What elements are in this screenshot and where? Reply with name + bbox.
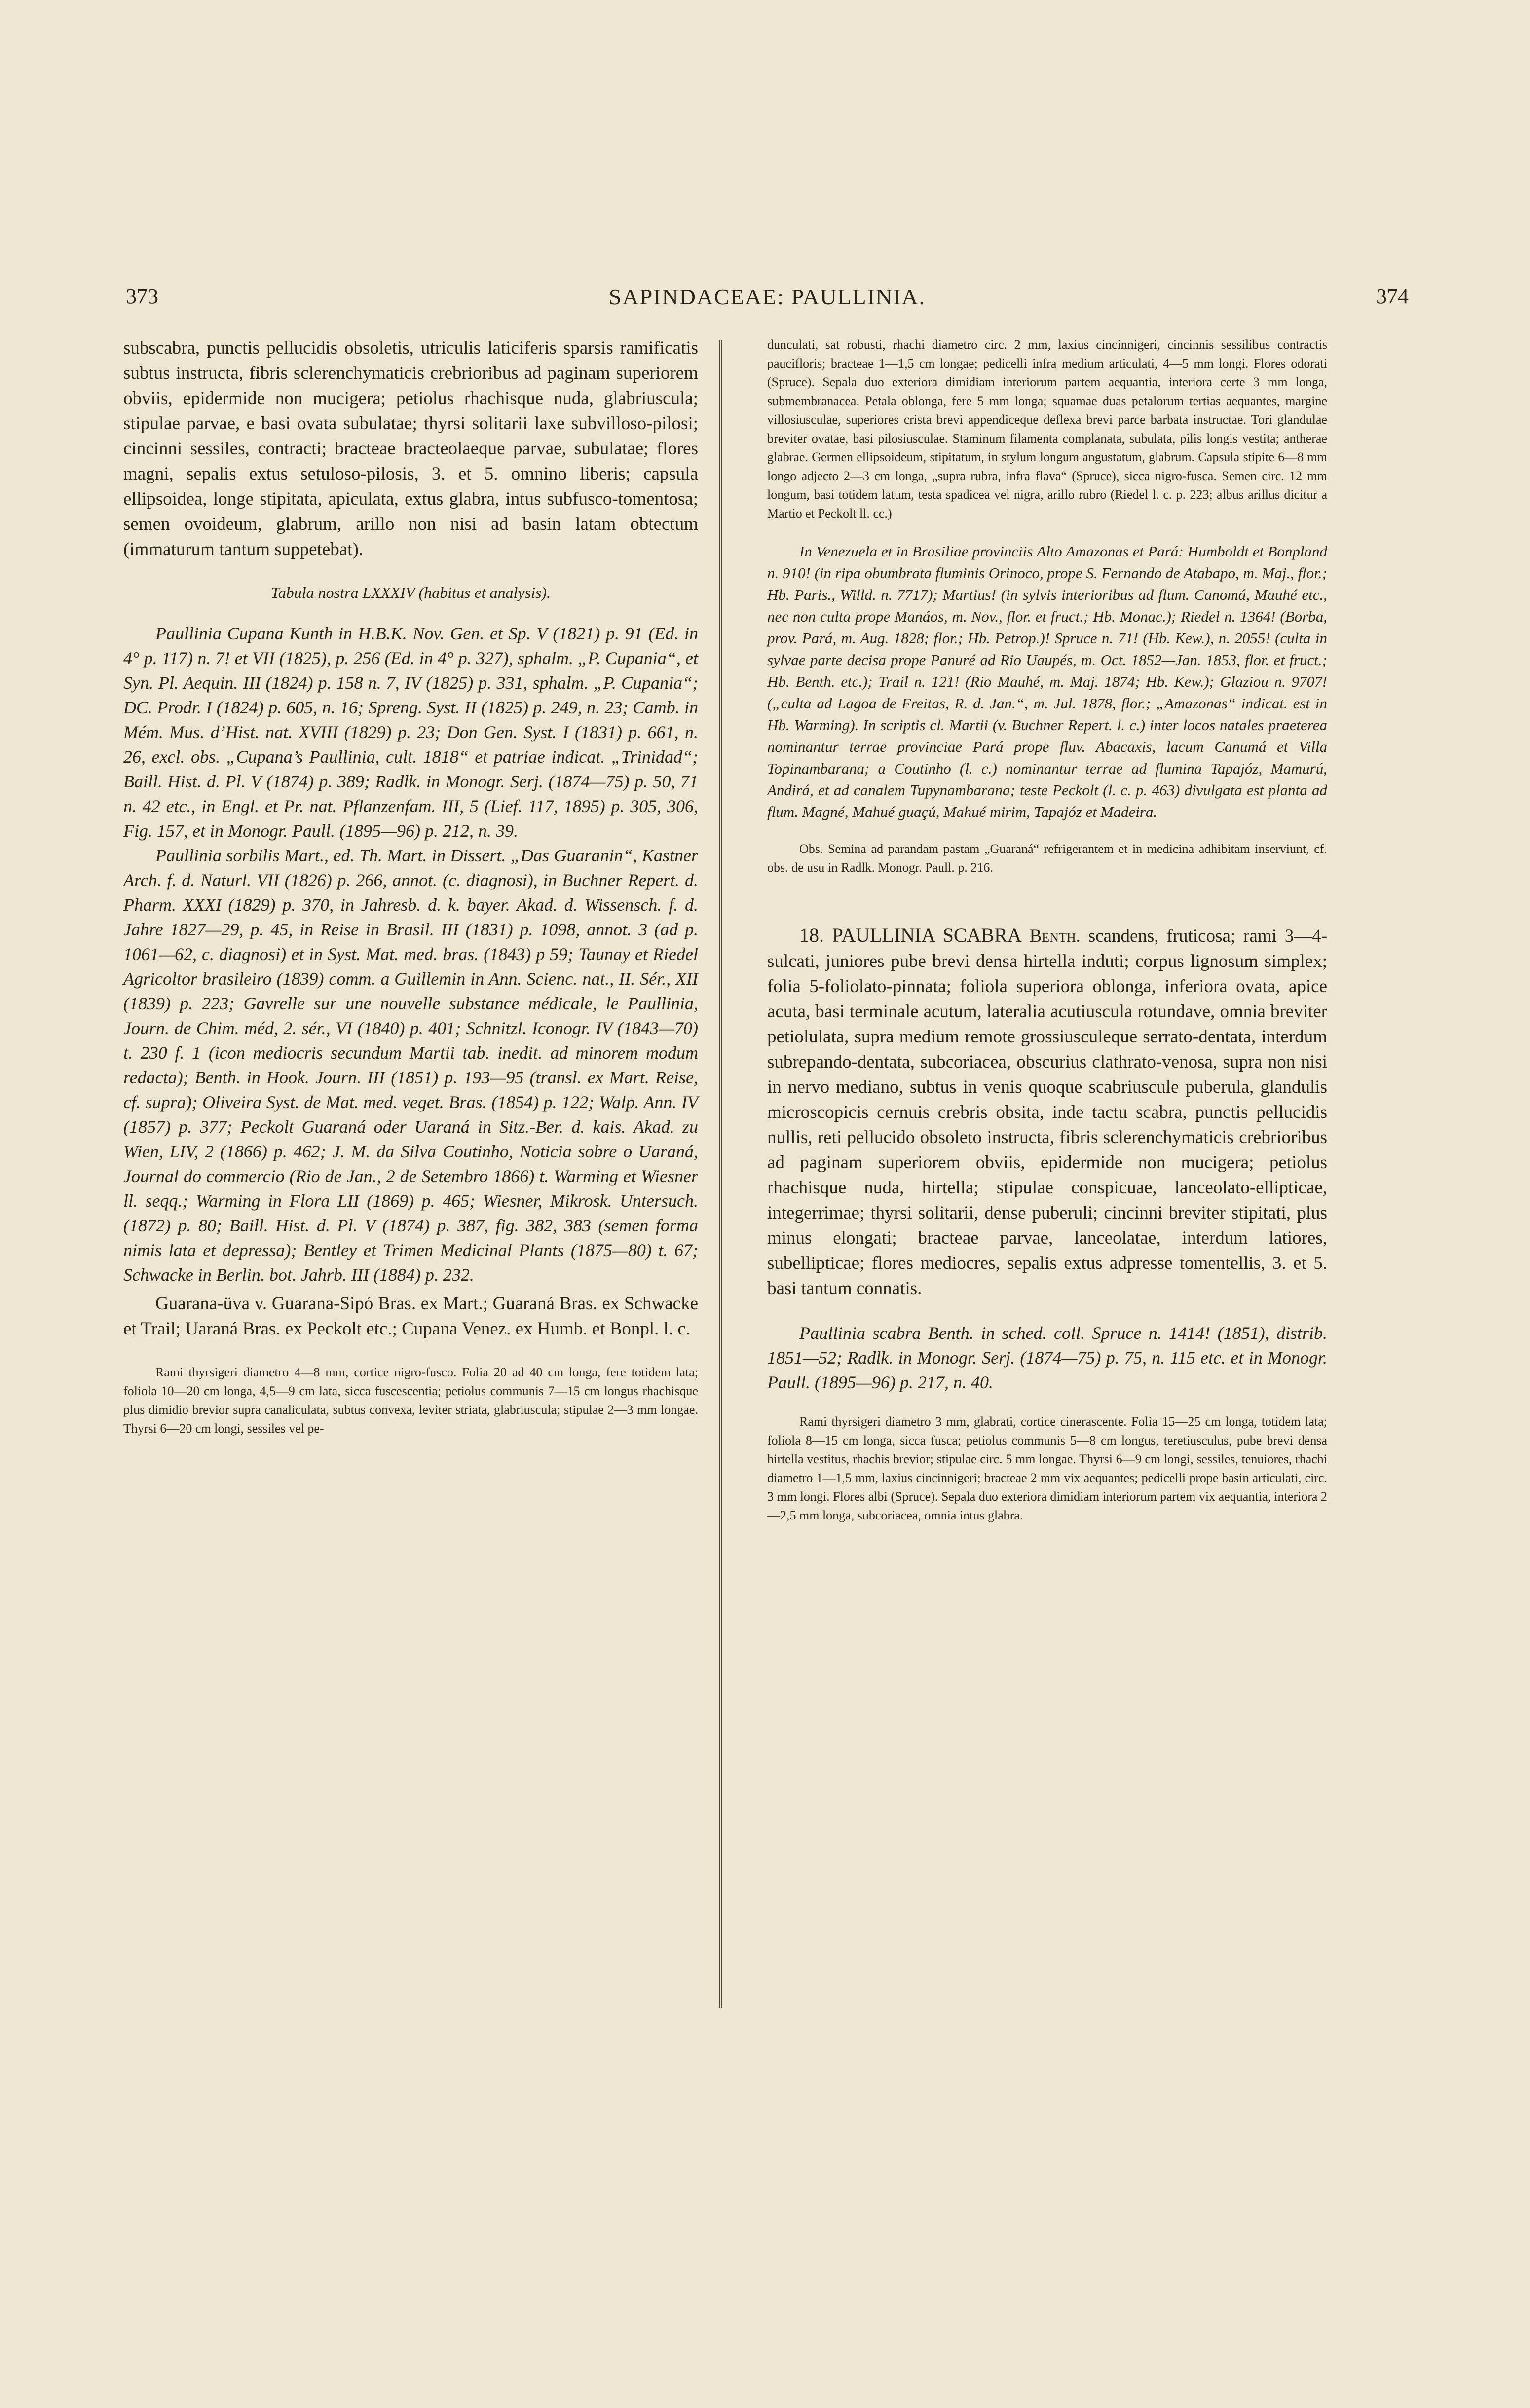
running-title: SAPINDACEAE: PAULLINIA. xyxy=(608,284,926,309)
morphology-notes-right: dunculati, sat robusti, rhachi diametro circ. 2 mm, laxius cincinnigeri, cincinnis sessilibus contractis paucifloris; bracteae 1—1,5 cm longae; pedicelli infra medium articulati, 4—5 mm longi. Flores odorati (Spruce). Sepala duo exteriora dimidiam interiorum partem aequantia, interiora certe 3 mm longa, submembranacea. Petala oblonga, fere 5 mm longa; squamae duas petalorum tertias aequantes, margine villosiusculae, superiores crista brevi appendiceque deflexa brevi parce barbata instructae. Tori glandulae breviter ovatae, basi pilosiusculae. Staminum filamenta complanata, subulata, pilis longis vestita; antherae glabrae. Germen ellipsoideum, stipitatum, in stylum longum angustatum, glabrum. Capsula stipite 6—8 mm longo adjecto 2—3 cm longa, „supra rubra, infra flava“ (Spruce), sicca nigro-fusca. Semen circ. 12 mm longum, basi totidem latum, testa spadicea vel nigra, arillo rubro (Riedel l. c. p. 223; albus arillus dicitur a Martio et Peckolt ll. cc.) xyxy=(767,337,1327,520)
citation-scabra: Paullinia scabra Benth. in sched. coll. Spruce n. 1414! (1851), distrib. 1851—52; Radlk. in Monogr. Serj. (1874—75) p. 75, n. 115 etc. et in Monogr. Paull. (1895—96) p. 217, n. 40. xyxy=(767,1323,1327,1392)
page-number-right: 374 xyxy=(1376,284,1409,308)
column-divider xyxy=(719,340,722,2008)
citation-cupana: Paullinia Cupana Kunth in H.B.K. Nov. Gen. et Sp. V (1821) p. 91 (Ed. in 4° p. 117) n. 7! et VII (1825), p. 256 (Ed. in 4° p. 327), sphalm. „P. Cupania“, et Syn. Pl. Aequin. III (1824) p. 158 n. 7, IV (1825) p. 331, sphalm. „P. Cupania“; DC. Prodr. I (1824) p. 605, n. 16; Spreng. Syst. II (1825) p. 249, n. 23; Camb. in Mém. Mus. d’Hist. nat. XVIII (1829) p. 23; Don Gen. Syst. I (1831) p. 661, n. 26, excl. obs. „Cupana’s Paullinia, cult. 1818“ et patriae indicat. „Trinidad“; Baill. Hist. d. Pl. V (1874) p. 389; Radlk. in Monogr. Serj. (1874—75) p. 50, 71 n. 42 etc., in Engl. et Pr. nat. Pflanzenfam. III, 5 (Lief. 117, 1895) p. 305, 306, Fig. 157, et in Monogr. Paull. (1895—96) p. 212, n. 39. xyxy=(123,624,698,841)
page-number-left: 373 xyxy=(126,284,158,308)
vernacular-names: Guarana-üva v. Guarana-Sipó Bras. ex Mart.; Guaraná Bras. ex Schwacke et Trail; Uaraná Bras. ex Peckolt etc.; Cupana Venez. ex Humb. et Bonpl. l. c. xyxy=(123,1294,698,1339)
distribution-text: In Venezuela et in Brasiliae provinciis Alto Amazonas et Pará: Humboldt et Bonpland n. 910! (in ripa obumbrata fluminis Orinoco, prope S. Fernando de Atabapo, m. Maj., flor.; Hb. Paris., Willd. n. 7717); Martius! (in sylvis interioribus ad flum. Canomá, Mauhé etc., nec non culta prope Manáos, m. Nov., flor. et fruct.; Hb. Monac.); Riedel n. 1364! (Borba, prov. Pará, m. Aug. 1828; flor.; Hb. Petrop.)! Spruce n. 71! (Hb. Kew.), n. 2055! (culta in sylvae parte decisa prope Panuré ad Rio Uaupés, m. Oct. 1852—Jan. 1853, flor. et fruct.; Hb. Benth. etc.); Trail n. 121! (Rio Mauhé, m. Maj. 1874; Hb. Kew.); Glaziou n. 9707! („culta ad Lagoa de Freitas, R. d. Jan.“, m. Jul. 1878, flor.; „Amazonas“ indicat. est in Hb. Warming). In scriptis cl. Martii (v. Buchner Repert. l. c.) inter locos natales praeterea nominantur terrae provinciae Pará prope fluv. Abacaxis, lacum Canumá et Villa Topinambarana; a Coutinho (l. c.) nominantur terrae ad flumina Tapajóz, Mamurú, Andirá, et ad canalem Tupynambarana; teste Peckolt (l. c. p. 463) divulgata est planta ad flum. Magné, Mahué guaçú, Mahué mirim, Tapajóz et Madeira. xyxy=(767,543,1327,820)
tabula-reference: Tabula nostra LXXXIV (habitus et analysis). xyxy=(270,584,551,601)
right-column xyxy=(767,335,1327,1525)
species-diagnosis: scandens, fruticosa; rami 3—4-sulcati, juniores pube brevi densa hirtella induti; corpus lignosum simplex; folia 5-foliolato-pinnata; foliola superiora oblonga, inferiora ovata, apice acuta, basi terminale acutum, lateralia acutiuscula rotundave, omnia breviter petiolulata, supra medium remote grossiusculeque serrato-dentata, interdum subrepando-dentata, subcoriacea, obscurius clathrato-venosa, supra non nisi in nervo mediano, subtus in venis quoque scabriuscule puberula, glandulis microscopicis cernuis crebris obsita, inde tactu scabra, punctis pellucidis nullis, reti pellucido obsoleto instructa, fibris sclerenchymaticis crebrioribus ad paginam superiorem obviis, epidermide non mucigera; petiolus rhachisque nuda, hirtella; stipulae conspicuae, lanceolato-ellipticae, integerrimae; thyrsi solitarii, dense puberuli; cincinni breviter stipitati, plus minus elongati; bracteae parvae, lanceolatae, interdum latiores, subellipticae; flores mediocres, sepalis extus adpresse tomentellis, 3. et 5. basi tantum connatis. xyxy=(767,926,1328,1298)
species-author: Benth. xyxy=(1029,926,1081,946)
species-description-continued: subscabra, punctis pellucidis obsoletis, utriculis laticiferis sparsis ramificatis subtus instructa, fibris sclerenchymaticis crebrioribus ad paginam superiorem obviis, epidermide non mucigera; petiolus rhachisque nuda, glabriuscula; stipulae parvae, e basi ovata subulatae; thyrsi solitarii laxe subvilloso-pilosi; cincinni sessiles, contracti; bracteae bracteolaeque parvae, subulatae; flores magni, sepalis extus setuloso-pilosis, 3. et 5. omnino liberis; capsula ellipsoidea, longe stipitata, apiculata, extus glabra, intus subfusco-tomentosa; semen ovoideum, glabrum, arillo non nisi ad basin latam obtectum (immaturum tantum suppetebat). xyxy=(123,338,698,559)
citation-sorbilis: Paullinia sorbilis Mart., ed. Th. Mart. in Dissert. „Das Guaranin“, Kastner Arch. f. d. Naturl. VII (1826) p. 266, annot. (c. diagnosi), in Buchner Repert. d. Pharm. XXXI (1829) p. 370, in Jahresb. d. k. bayer. Akad. d. Wissensch. f. d. Jahre 1827—29, p. 45, in Reise in Brasil. III (1831) p. 1098, annot. 3 (ad p. 1061—62, c. diagnosi) et in Syst. Mat. med. bras. (1843) p 59; Taunay et Riedel Agricoltor brasileiro (1839) comm. a Guillemin in Ann. Scienc. nat., II. Sér., XII (1839) p. 223; Gavrelle sur une nouvelle substance médicale, le Paullinia, Journ. de Chim. méd, 2. sér., VI (1840) p. 401; Schnitzl. Iconogr. IV (1843—70) t. 230 f. 1 (icon mediocris secundum Martii tab. inedit. ad minorem modum redacta); Benth. in Hook. Journ. III (1851) p. 193—95 (transl. ex Mart. Reise, cf. supra); Oliveira Syst. de Mat. med. veget. Bras. (1854) p. 122; Walp. Ann. IV (1857) p. 377; Peckolt Guaraná oder Uaraná in Sitz.-Ber. d. kais. Akad. zu Wien, LIV, 2 (1866) p. 462; J. M. da Silva Coutinho, Noticia sobre o Uaraná, Journal do commercio (Rio de Jan., 2 de Setembro 1866) t. Warming et Wiesner ll. seqq.; Warming in Flora LII (1869) p. 465; Wiesner, Mikrosk. Untersuch. (1872) p. 80; Baill. Hist. d. Pl. V (1874) p. 387, fig. 382, 383 (semen forma nimis lata et depressa); Bentley et Trimen Medicinal Plants (1875—80) t. 67; Schwacke in Berlin. bot. Jahrb. III (1884) p. 232. xyxy=(123,846,698,1285)
morphology-notes-scabra: Rami thyrsigeri diametro 3 mm, glabrati, cortice cinerascente. Folia 15—25 cm longa, totidem lata; foliola 8—15 cm longa, sicca fusca; petiolus communis 5—8 cm longus, teretiusculus, pube brevi densa hirtella vestitus, rhachis brevior; stipulae circ. 5 mm longae. Thyrsi 6—9 cm longi, sessiles, tenuiores, rhachi diametro 1—1,5 mm, laxius cincinnigeri; bracteae 2 mm vix aequantes; pedicelli prope basin articulati, circ. 3 mm longi. Flores albi (Spruce). Sepala duo exteriora dimidiam interiorum partem vix aequantia, interiora 2—2,5 mm longa, subcoriacea, omnia intus glabra. xyxy=(767,1414,1327,1522)
species-name: 18. PAULLINIA SCABRA xyxy=(799,924,1022,946)
observation-note: Obs. Semina ad parandam pastam „Guaraná“ refrigerantem et in medicina adhibitam inserviunt, cf. obs. de usu in Radlk. Monogr. Paull. p. 216. xyxy=(767,842,1327,875)
morphology-notes-left: Rami thyrsigeri diametro 4—8 mm, cortice nigro-fusco. Folia 20 ad 40 cm longa, fere totidem lata; foliola 10—20 cm longa, 4,5—9 cm lata, sicca fuscescentia; petiolus communis 7—15 cm longus rhachisque plus dimidio brevior supra canaliculata, subtus convexa, leviter striata, glabriuscula; stipulae 2—3 mm longae. Thyrsi 6—20 cm longi, sessiles vel pe- xyxy=(123,1365,698,1436)
species-heading xyxy=(767,923,1327,1301)
page-header xyxy=(126,284,1409,318)
left-column xyxy=(123,335,698,1438)
